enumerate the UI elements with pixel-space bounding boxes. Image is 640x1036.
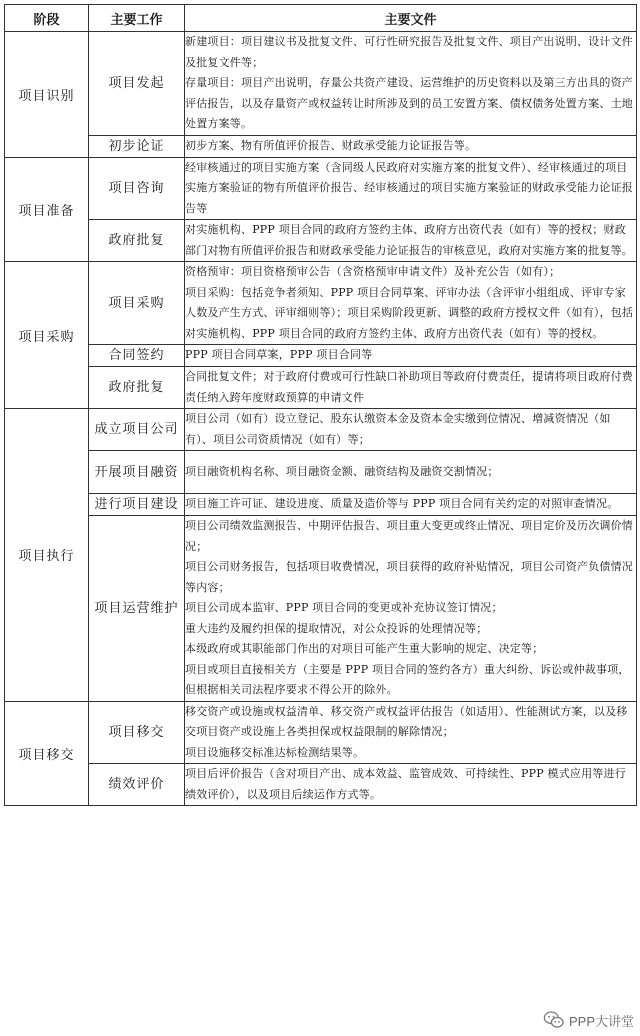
table-row — [5, 135, 637, 157]
docs-paragraph: 项目采购：包括竞争者须知、PPP 项目合同草案、评审办法（含评审小组组成、评审专家人数及产生方式、评审细则等）；项目采购阶段更新、调整的政府方授权文件（如有），包括对实施机构、PPP 项目合同的政府方签约主体、政府方出资代表（如有）等的授权。 — [185, 285, 634, 340]
work-cell: 项目运营维护 — [89, 516, 185, 702]
work-cell: 政府批复 — [89, 220, 185, 262]
docs-cell — [185, 764, 637, 806]
docs-paragraph: 合同批复文件；对于政府付费或可行性缺口补助项目等政府付费责任，提请将项目政府付费责任纳入跨年度财政预算的申请文件 — [185, 370, 633, 404]
work-cell: 项目移交 — [89, 701, 185, 764]
stage-cell: 项目准备 — [5, 157, 89, 262]
docs-paragraph: 经审核通过的项目实施方案（含同级人民政府对实施方案的批复文件）、经审核通过的项目实施方案验证的物有所值评价报告、经审核通过的项目实施方案验证的财政承受能力论证报告等 — [185, 160, 633, 215]
docs-cell — [185, 345, 637, 367]
header-work: 主要工作 — [89, 5, 185, 32]
docs-paragraph: 资格预审：项目资格预审公告（含资格预审申请文件）及补充公告（如有）； — [185, 265, 561, 278]
table-row — [5, 157, 637, 220]
work-cell: 合同签约 — [89, 345, 185, 367]
ppp-document-table — [4, 4, 637, 806]
watermark — [543, 1006, 634, 1034]
work-cell: 项目咨询 — [89, 157, 185, 220]
table-row — [5, 451, 637, 494]
docs-paragraph: 移交资产或设施或权益清单、移交资产或权益评估报告（如适用）、性能测试方案，以及移交项目资产或设施上各类担保或权益限制的解除情况； — [185, 704, 628, 738]
docs-paragraph: 项目公司财务报告，包括项目收费情况，项目获得的政府补贴情况，项目公司资产负债情况等内容； — [185, 560, 633, 594]
docs-cell — [185, 135, 637, 157]
watermark-text: PPP大讲堂 — [568, 1013, 634, 1029]
docs-cell — [185, 516, 637, 702]
docs-paragraph: 项目施工许可证、建设进度、质量及造价等与 PPP 项目合同有关约定的对照审查情况。 — [185, 497, 619, 511]
wechat-icon — [543, 1009, 565, 1031]
stage-cell: 项目识别 — [5, 32, 89, 158]
table-row — [5, 220, 637, 262]
table-row — [5, 367, 637, 409]
docs-cell — [185, 262, 637, 345]
table-row — [5, 345, 637, 367]
stage-cell: 项目采购 — [5, 262, 89, 409]
docs-cell — [185, 701, 637, 764]
table-row — [5, 516, 637, 702]
docs-paragraph: 项目设施移交标准达标检测结果等。 — [185, 745, 365, 759]
work-cell: 进行项目建设 — [89, 494, 185, 516]
docs-cell — [185, 451, 637, 494]
docs-paragraph: 项目或项目直接相关方（主要是 PPP 项目合同的签约各方）重大纠纷、诉讼或仲裁事项，但根据相关司法程序要求不得公开的除外。 — [185, 662, 630, 696]
docs-paragraph: 项目公司成本监审、PPP 项目合同的变更或补充协议签订情况； — [185, 601, 503, 614]
header-docs: 主要文件 — [185, 5, 637, 32]
docs-paragraph: 项目后评价报告（含对项目产出、成本效益、监管成效、可持续性、PPP 模式应用等进行绩效评价），以及项目后续运作方式等。 — [185, 767, 626, 801]
stage-cell: 项目移交 — [5, 701, 89, 806]
work-cell: 项目采购 — [89, 262, 185, 345]
docs-paragraph: 项目融资机构名称、项目融资金额、融资结构及融资交割情况； — [185, 464, 499, 478]
docs-paragraph: 新建项目：项目建议书及批复文件、可行性研究报告及批复文件、项目产出说明、设计文件及批复文件等； — [185, 35, 633, 69]
work-cell: 政府批复 — [89, 367, 185, 409]
docs-paragraph: 初步方案、物有所值评价报告、财政承受能力论证报告等。 — [185, 138, 477, 152]
docs-cell — [185, 157, 637, 220]
work-cell: 绩效评价 — [89, 764, 185, 806]
table-row — [5, 262, 637, 345]
stage-cell: 项目执行 — [5, 409, 89, 702]
docs-cell — [185, 409, 637, 451]
work-cell: 项目发起 — [89, 32, 185, 136]
table-header-row — [5, 5, 637, 32]
docs-cell — [185, 367, 637, 409]
docs-cell — [185, 494, 637, 516]
header-stage: 阶段 — [5, 5, 89, 32]
docs-paragraph: 项目公司（如有）设立登记、股东认缴资本金及资本金实缴到位情况、增减资情况（如有）、项目公司资质情况（如有）等； — [185, 412, 611, 446]
table-row — [5, 32, 637, 136]
table-row — [5, 701, 637, 764]
table-row — [5, 409, 637, 451]
docs-cell — [185, 220, 637, 262]
docs-paragraph: 对实施机构、PPP 项目合同的政府方签约主体、政府方出资代表（如有）等的授权；财政部门对物有所值评价报告和财政承受能力论证报告的审核意见，政府对实施方案的批复等。 — [185, 223, 633, 257]
docs-paragraph: 本级政府或其职能部门作出的对项目可能产生重大影响的规定、决定等； — [185, 642, 544, 655]
docs-paragraph: 重大违约及履约担保的提取情况，对公众投诉的处理情况等； — [185, 621, 488, 635]
table-row — [5, 494, 637, 516]
work-cell: 成立项目公司 — [89, 409, 185, 451]
table-row — [5, 764, 637, 806]
work-cell: 初步论证 — [89, 135, 185, 157]
work-cell: 开展项目融资 — [89, 451, 185, 494]
docs-paragraph: PPP 项目合同草案，PPP 项目合同等 — [185, 348, 373, 362]
docs-paragraph: 项目公司绩效监测报告、中期评估报告、项目重大变更或终止情况、项目定价及历次调价情况； — [185, 519, 633, 553]
docs-paragraph: 存量项目：项目产出说明，存量公共资产建设、运营维护的历史资料以及第三方出具的资产评估报告，以及存量资产或权益转让时所涉及到的员工安置方案、债权债务处置方案、土地处置方案等。 — [185, 76, 633, 130]
docs-cell — [185, 32, 637, 136]
